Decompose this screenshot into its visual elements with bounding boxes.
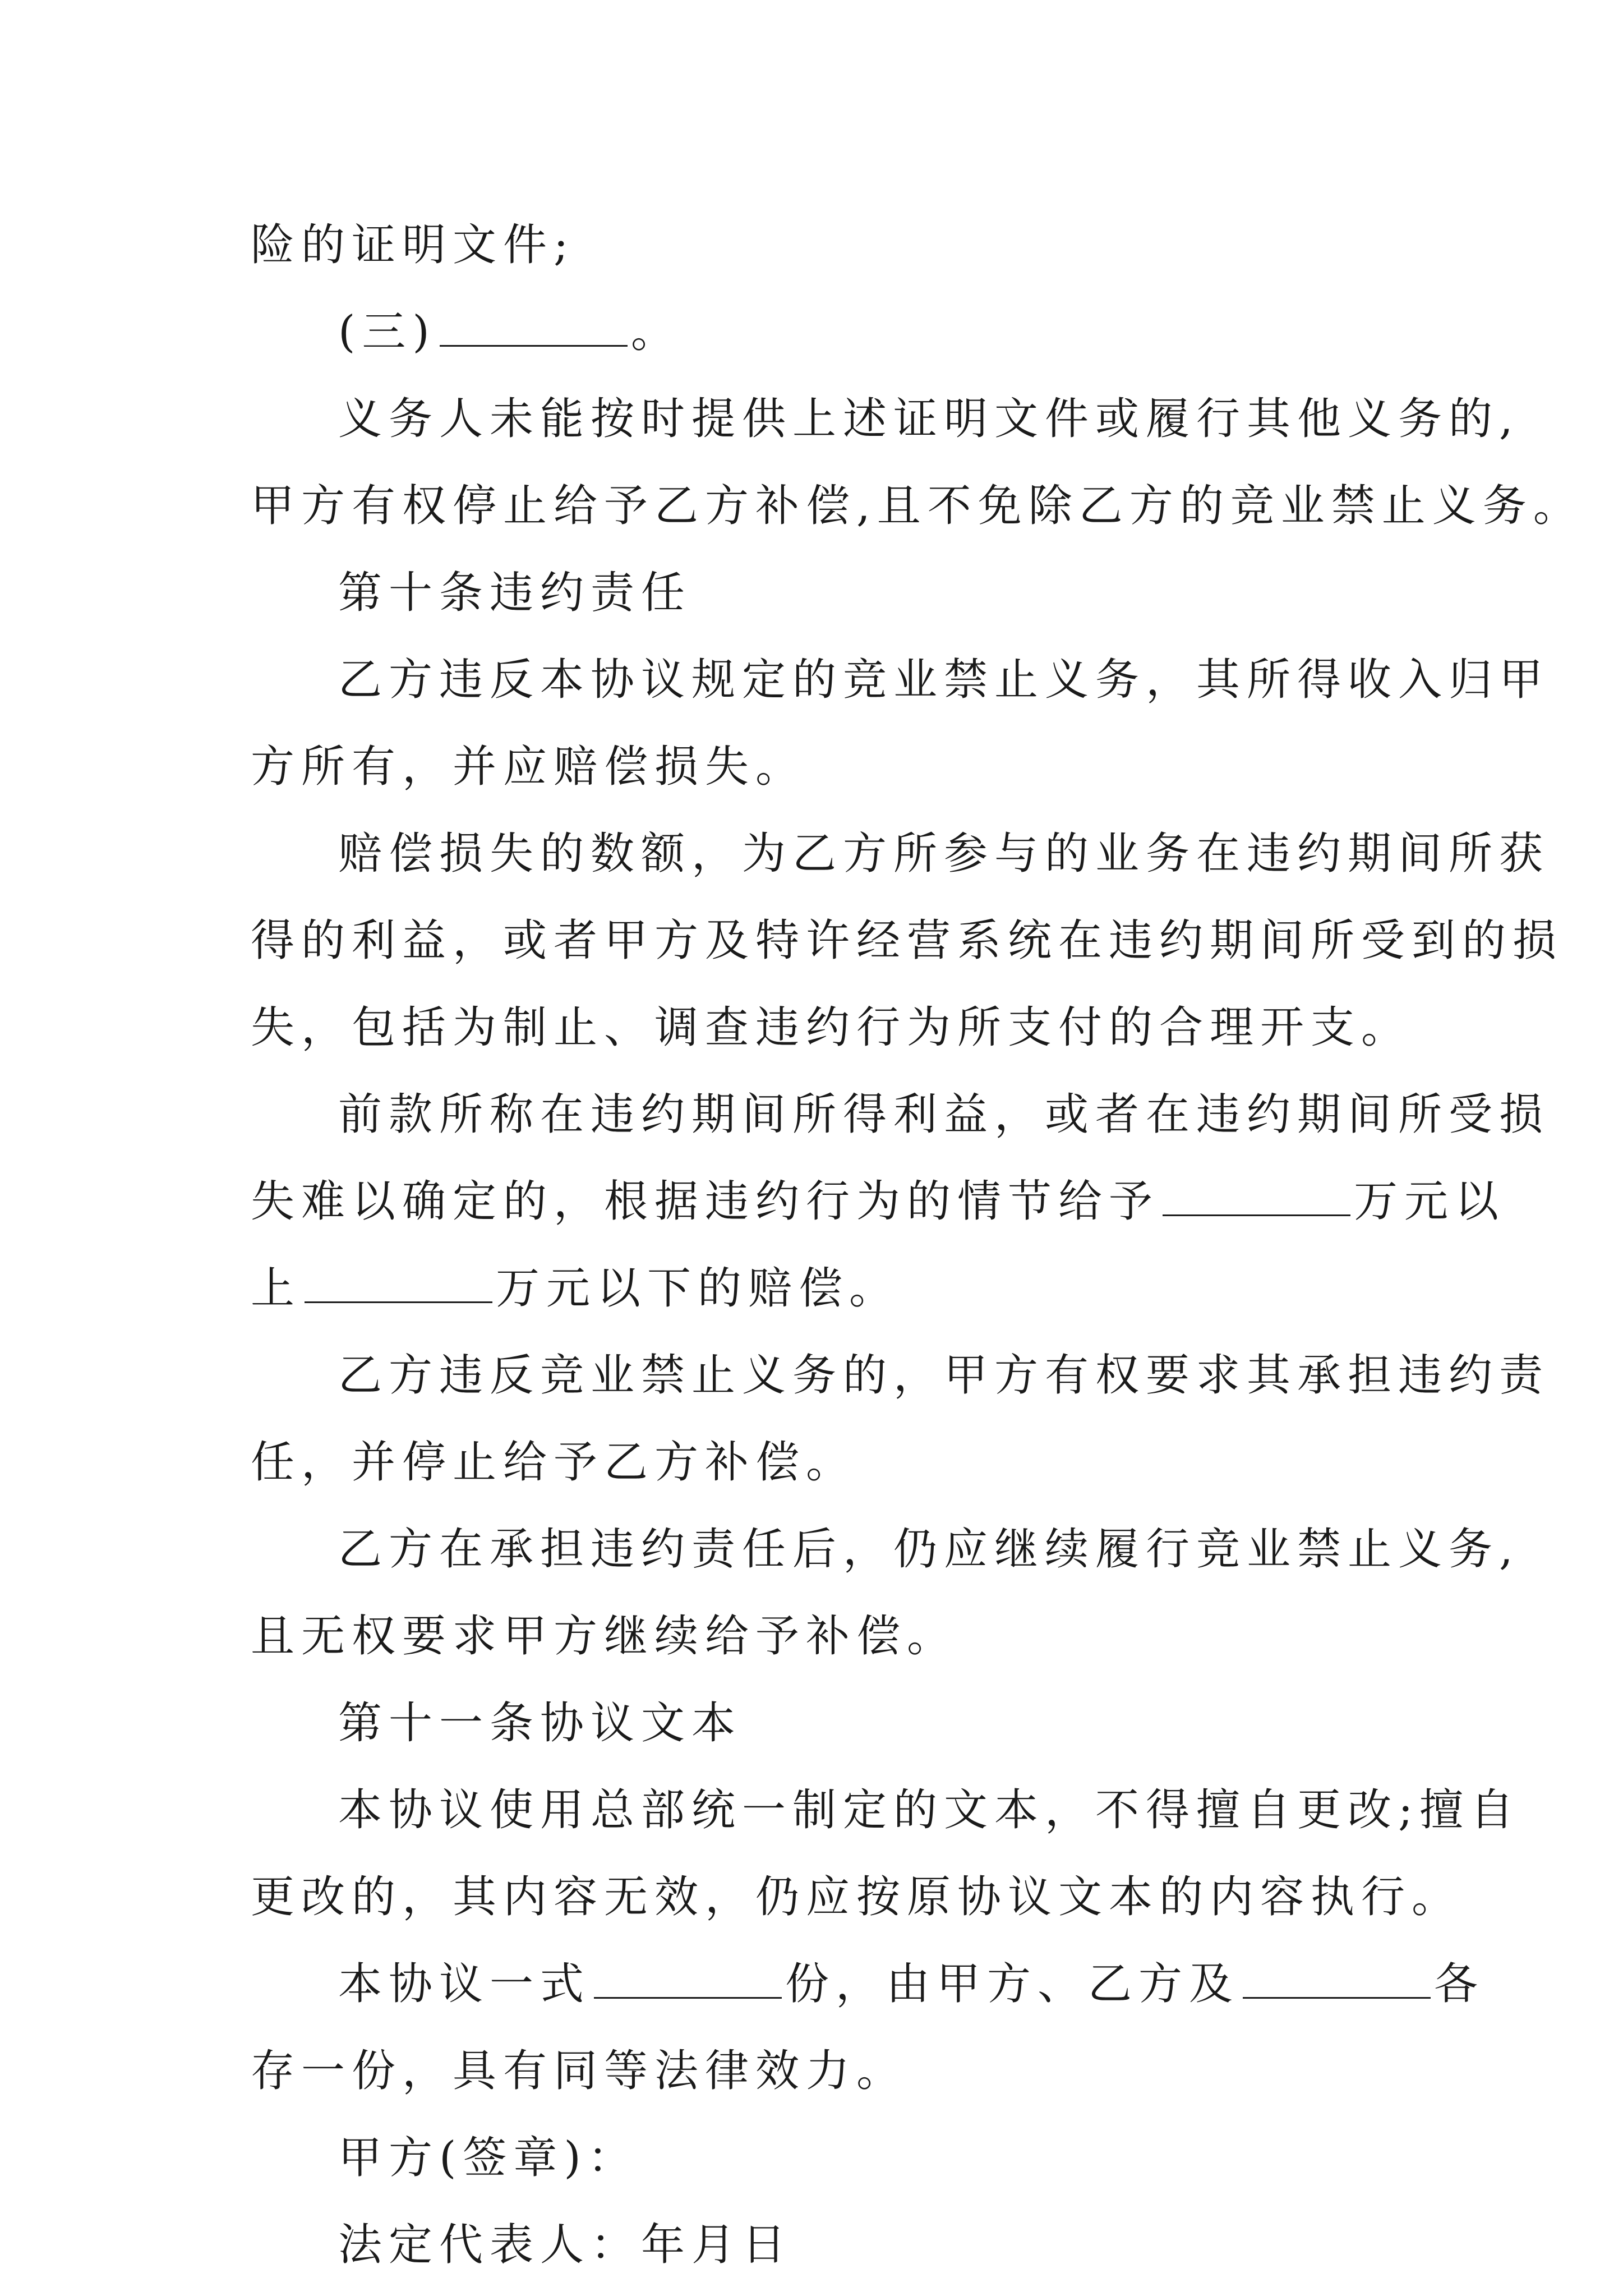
text-segment: 前款所称在违约期间所得利益，或者在违约期间所受损 <box>338 1089 1550 1140</box>
text-segment: 份，由甲方、乙方及 <box>785 1959 1240 2009</box>
text-line <box>251 2028 1406 2115</box>
text-line <box>251 1854 1463 1941</box>
text-line <box>251 1767 1521 1854</box>
text-segment: 险的证明文件; <box>251 220 575 270</box>
fill-in-blank <box>594 1958 782 1999</box>
text-line <box>251 463 1584 550</box>
text-line <box>251 1071 1550 1158</box>
text-segment: 乙方违反竞业禁止义务的，甲方有权要求其承担违约责 <box>338 1350 1550 1401</box>
text-line <box>251 1245 1406 1332</box>
text-line <box>251 1332 1550 1419</box>
text-segment: 赔偿损失的数额，为乙方所参与的业务在违约期间所获 <box>338 829 1550 879</box>
text-line <box>251 376 1520 463</box>
text-line <box>251 202 1406 289</box>
fill-in-blank <box>440 306 628 347</box>
text-segment: 第十条违约责任 <box>338 568 692 618</box>
text-line <box>251 1158 1506 1245</box>
text-segment: 本协议使用总部统一制定的文本，不得擅自更改;擅自 <box>338 1785 1521 1835</box>
text-line <box>251 289 1406 376</box>
text-segment: 本协议一式 <box>338 1959 591 2009</box>
legal-representative-date <box>251 2202 1406 2289</box>
text-segment: 失，包括为制止、调查违约行为所支付的合理开支。 <box>251 1002 1412 1053</box>
text-segment: 乙方违反本协议规定的竞业禁止义务，其所得收入归甲 <box>338 655 1550 705</box>
text-segment: 方所有，并应赔偿损失。 <box>251 742 806 792</box>
text-segment: 上 <box>251 1263 302 1314</box>
text-line <box>251 898 1564 984</box>
text-segment: 各 <box>1434 1959 1485 2009</box>
section-heading <box>251 1680 1406 1767</box>
text-segment: 得的利益，或者甲方及特许经营系统在违约期间所受到的损 <box>251 915 1564 966</box>
text-line <box>251 724 1406 811</box>
fill-in-blank <box>1243 1958 1431 1999</box>
text-segment: 法定代表人：年月日 <box>338 2220 793 2270</box>
text-segment: 更改的，其内容无效，仍应按原协议文本的内容执行。 <box>251 1872 1463 1922</box>
text-segment: 乙方在承担违约责任后，仍应继续履行竞业禁止义务, <box>338 1524 1520 1575</box>
text-segment: 义务人未能按时提供上述证明文件或履行其他义务的, <box>338 394 1520 444</box>
text-segment: 任，并停止给予乙方补偿。 <box>251 1437 857 1488</box>
section-heading <box>251 550 1406 637</box>
text-segment: 万元以下的赔偿。 <box>496 1263 900 1314</box>
document-body <box>251 202 1584 2289</box>
text-segment: (三) <box>338 307 436 357</box>
text-line <box>251 1419 1406 1506</box>
text-line <box>251 811 1550 898</box>
text-line <box>251 1593 1406 1680</box>
text-segment: 甲方有权停止给予乙方补偿,且不免除乙方的竞业禁止义务。 <box>251 481 1584 531</box>
text-segment: 失难以确定的，根据违约行为的情节给予 <box>251 1176 1160 1227</box>
fill-in-blank <box>305 1262 492 1303</box>
text-segment: 存一份，具有同等法律效力。 <box>251 2046 907 2096</box>
fill-in-blank <box>1163 1175 1350 1216</box>
text-segment: 且无权要求甲方继续给予补偿。 <box>251 1611 958 1662</box>
text-segment: 甲方(签章)： <box>338 2133 638 2183</box>
text-line <box>251 1941 1485 2028</box>
text-segment: 第十一条协议文本 <box>338 1698 743 1749</box>
signature-party-a <box>251 2115 1406 2202</box>
text-segment: 万元以 <box>1354 1176 1506 1227</box>
text-line <box>251 637 1550 724</box>
text-line <box>251 1506 1520 1593</box>
text-line <box>251 984 1412 1071</box>
text-segment: 。 <box>630 307 681 357</box>
